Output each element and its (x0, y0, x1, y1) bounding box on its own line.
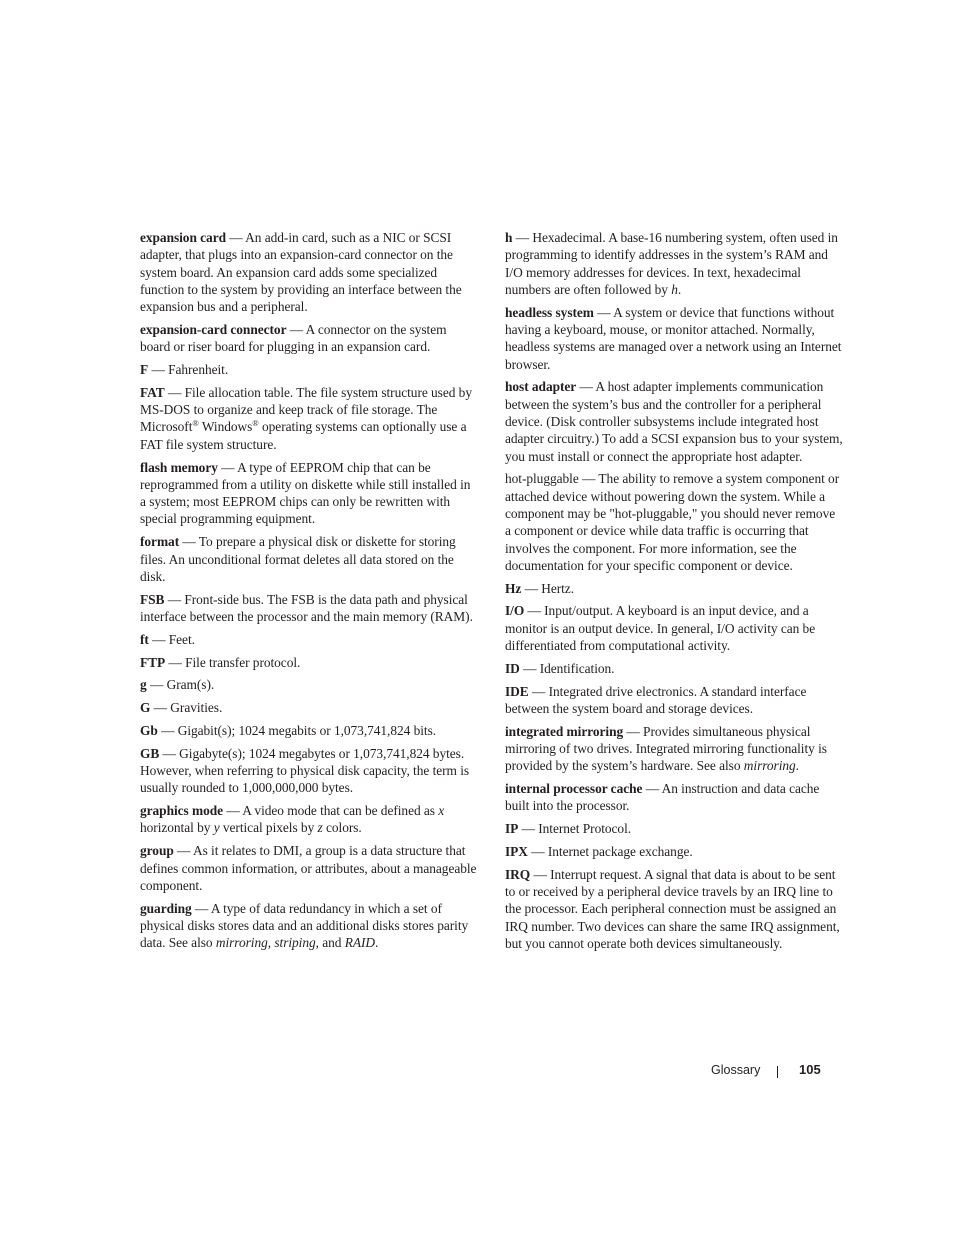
variable-y: y (213, 820, 220, 836)
right-column (505, 229, 843, 958)
glossary-entry-ip (505, 820, 843, 837)
left-column (140, 229, 478, 957)
entry-term: F (140, 362, 149, 378)
entry-definition: — Gravities. (150, 700, 223, 716)
entry-definition: Windows (198, 419, 253, 435)
footer-divider (777, 1066, 778, 1078)
entry-term: g (140, 677, 147, 693)
entry-definition: — Gigabit(s); 1024 megabits or 1,073,741,824 bits. (157, 722, 437, 738)
glossary-entry-fat (140, 384, 478, 453)
entry-term: Hz (505, 580, 522, 596)
glossary-entry-gb-byte (140, 745, 478, 797)
cross-reference: mirroring (215, 935, 268, 951)
entry-definition: — Gigabyte(s); 1024 megabytes or 1,073,741,824 bytes. However, when referring to physical disk capacity, the term is usually rounded to 1,000,000,000 bytes. (140, 745, 470, 796)
glossary-entry-format (140, 533, 478, 585)
entry-definition: — An add-in card, such as a NIC or SCSI adapter, that plugs into an expansion-card connector on the system board. An expansion card adds some specialized function to the system by providing an interface between the expansion bus and a peripheral. (140, 230, 462, 315)
glossary-entry-id (505, 660, 843, 677)
glossary-entry-g-upper (140, 699, 478, 716)
glossary-entry-io (505, 602, 843, 654)
glossary-entry-guarding (140, 900, 478, 952)
entry-term: IRQ (505, 866, 531, 882)
entry-term: Gb (140, 722, 158, 738)
glossary-entry-integrated-mirroring (505, 723, 843, 775)
glossary-entry-ide (505, 683, 843, 718)
registered-mark: ® (192, 418, 199, 429)
variable-x: x (438, 803, 445, 819)
variable-h: h (671, 281, 678, 297)
entry-definition: — A connector on the system board or riser board for plugging in an expansion card. (140, 321, 447, 355)
entry-definition: horizontal by (140, 820, 214, 836)
entry-term: FAT (140, 384, 165, 400)
entry-term: expansion card (140, 230, 226, 245)
glossary-entry-expansion-card (140, 229, 478, 315)
entry-definition: — Hexadecimal. A base-16 numbering system, often used in programming to identify addresses in the system’s RAM and I/O memory addresses for devices. In text, hexadecimal numbers are often followed by (505, 230, 838, 297)
glossary-entry-hot-pluggable (505, 470, 843, 574)
entry-definition: — Identification. (519, 660, 615, 676)
entry-definition: — Input/output. A keyboard is an input device, and a monitor is an output device. In general, I/O activity can be differentiated from computational activity. (505, 603, 816, 654)
entry-term: ft (140, 631, 149, 647)
entry-term: group (140, 843, 174, 859)
entry-term: G (140, 700, 151, 716)
entry-definition: — A host adapter implements communication between the system’s bus and the controller for a peripheral device. (Disk controller subsystems include integrated host adapter circuitry.) To add a SCSI expansion bus to your system, you must install or connect the appropriate host adapter. (505, 379, 843, 464)
variable-z: z (317, 820, 323, 836)
entry-definition: — Fahrenheit. (148, 362, 229, 378)
entry-definition: — A type of data redundancy in which a set of physical disks stores data and an additional disks stores parity data. See also (140, 900, 469, 951)
entry-term: IDE (505, 683, 529, 699)
glossary-entry-gb-bit (140, 722, 478, 739)
glossary-entry-g-lower (140, 676, 478, 693)
entry-definition: . (375, 935, 379, 951)
entry-term: IPX (505, 844, 528, 859)
glossary-entry-fsb (140, 591, 478, 626)
glossary-entry-headless-system (505, 304, 843, 373)
cross-reference: striping (274, 935, 316, 951)
entry-term: FSB (140, 591, 165, 607)
entry-definition: . (677, 281, 682, 297)
entry-term: I/O (505, 603, 525, 619)
glossary-entry-ft (140, 631, 478, 648)
entry-definition: — An instruction and data cache built into the processor. (505, 781, 820, 814)
glossary-entry-irq (505, 866, 843, 952)
entry-definition: — The ability to remove a system component or attached device without powering down the system. While a component may be "hot-pluggable," you should never remove a component or device while data traffic is occurring that involves the component. For more information, see the documentation for your specific component or device. (505, 471, 840, 573)
entry-term: FTP (140, 654, 166, 670)
entry-term: graphics mode (140, 803, 224, 819)
glossary-entry-f (140, 361, 478, 378)
entry-definition: — Front-side bus. The FSB is the data path and physical interface between the processor and the main memory (RAM). (140, 591, 473, 624)
entry-definition: — A type of EEPROM chip that can be reprogrammed from a utility on diskette while still installed in a system; most EEPROM chips can only be rewritten with special programming equipment. (140, 459, 471, 527)
entry-definition: vertical pixels by (219, 820, 318, 836)
entry-definition: — Internet Protocol. (518, 821, 632, 837)
entry-definition: — Integrated drive electronics. A standard interface between the system board and storage devices. (505, 683, 807, 716)
page-footer (700, 1061, 830, 1081)
glossary-entry-expansion-card-connector (140, 321, 478, 356)
entry-definition: — File allocation table. The file system structure used by MS-DOS to organize and keep track of file storage. The Microsoft (140, 384, 472, 435)
glossary-entry-hz (505, 580, 843, 597)
entry-term: expansion-card connector (140, 321, 287, 337)
footer-section-title: Glossary (711, 1063, 761, 1077)
entry-definition: — Gram(s). (146, 677, 215, 693)
entry-term: hot-pluggable (505, 471, 579, 487)
entry-definition: — Hertz. (521, 580, 574, 596)
entry-definition: — As it relates to DMI, a group is a data structure that defines common information, or attributes, about a manageable component. (140, 843, 477, 893)
entry-term: h (505, 230, 513, 245)
entry-term: ID (505, 660, 520, 676)
entry-term: integrated mirroring (505, 723, 624, 739)
entry-definition: — Feet. (148, 631, 195, 647)
glossary-entry-h (505, 229, 843, 298)
entry-definition: colors. (322, 820, 362, 836)
cross-reference: mirroring (743, 758, 796, 774)
entry-term: format (140, 534, 180, 550)
page-number: 105 (799, 1062, 821, 1077)
entry-definition: . (795, 758, 799, 774)
entry-definition: — File transfer protocol. (165, 654, 301, 670)
separator: , and (315, 935, 345, 951)
glossary-entry-group (140, 842, 478, 894)
entry-term: host adapter (505, 379, 577, 395)
entry-definition: operating systems can optionally use a FAT file system structure. (140, 419, 467, 452)
separator: , (267, 935, 275, 951)
glossary-entry-graphics-mode (140, 802, 478, 837)
glossary-entry-ftp (140, 654, 478, 671)
entry-term: headless system (505, 304, 594, 320)
entry-definition: — A video mode that can be defined as (223, 803, 439, 819)
glossary-entry-flash-memory (140, 459, 478, 528)
registered-mark: ® (252, 418, 259, 429)
entry-term: flash memory (140, 459, 218, 475)
glossary-entry-ipx (505, 843, 843, 860)
entry-definition: — Provides simultaneous physical mirroring of two drives. Integrated mirroring functionality is provided by the system’s hardware. See also (505, 723, 827, 774)
entry-term: guarding (140, 900, 192, 916)
entry-definition: — A system or device that functions without having a keyboard, mouse, or monitor attached. Normally, headless systems are managed over a network using an Internet browser. (505, 304, 842, 372)
entry-definition: — Internet package exchange. (527, 844, 693, 859)
entry-term: GB (140, 745, 160, 761)
entry-term: internal processor cache (505, 781, 643, 797)
entry-term: IP (505, 821, 519, 837)
entry-definition: — Interrupt request. A signal that data is about to be sent to or received by a peripheral device travels by an IRQ line to the processor. Each peripheral connection must be assigned an IRQ number. Two devices can share the same IRQ assignment, but you cannot operate both devices simultaneously. (505, 866, 840, 951)
entry-definition: — To prepare a physical disk or diskette for storing files. An unconditional format deletes all data stored on the disk. (140, 534, 456, 584)
cross-reference: RAID (344, 935, 376, 951)
glossary-entry-internal-processor-cache (505, 780, 843, 815)
glossary-entry-host-adapter (505, 378, 843, 464)
